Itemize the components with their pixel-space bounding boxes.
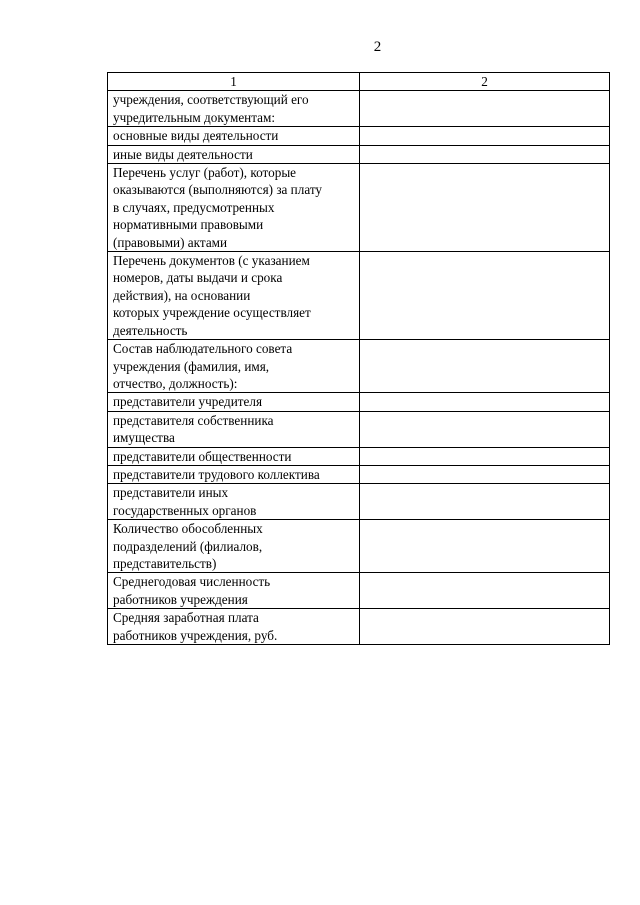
- row-label: Средняя заработная плата работников учреждения, руб.: [108, 609, 360, 645]
- row-label: представители трудового коллектива: [108, 465, 360, 483]
- table-header-row: [108, 73, 610, 91]
- page-number: 2: [373, 39, 382, 55]
- row-value: [360, 411, 610, 447]
- row-value: [360, 447, 610, 465]
- row-label: иные виды деятельности: [108, 145, 360, 163]
- row-value: [360, 145, 610, 163]
- row-value: [360, 91, 610, 127]
- row-value: [360, 127, 610, 145]
- table-row: [108, 393, 610, 411]
- row-label: Перечень документов (с указанием номеров, даты выдачи и срока действия), на основании которых учреждение осуществляет деятельность: [108, 252, 360, 340]
- row-label: представители общественности: [108, 447, 360, 465]
- column-header-2: 2: [360, 73, 610, 91]
- row-label: представители иных государственных органов: [108, 484, 360, 520]
- institution-info-table: [107, 72, 610, 645]
- row-label: Состав наблюдательного совета учреждения (фамилия, имя, отчество, должность):: [108, 340, 360, 393]
- table-row: [108, 520, 610, 573]
- row-value: [360, 609, 610, 645]
- table-row: [108, 411, 610, 447]
- row-value: [360, 393, 610, 411]
- table-row: [108, 465, 610, 483]
- row-value: [360, 252, 610, 340]
- table-row: [108, 447, 610, 465]
- row-value: [360, 465, 610, 483]
- row-label: учреждения, соответствующий его учредительным документам:: [108, 91, 360, 127]
- table-row: [108, 252, 610, 340]
- row-value: [360, 484, 610, 520]
- row-label: представителя собственника имущества: [108, 411, 360, 447]
- row-value: [360, 573, 610, 609]
- table-row: [108, 164, 610, 252]
- table-row: [108, 145, 610, 163]
- row-label: Среднегодовая численность работников учреждения: [108, 573, 360, 609]
- row-label: Перечень услуг (работ), которые оказываются (выполняются) за плату в случаях, предусмотренных нормативными правовыми (правовыми) актами: [108, 164, 360, 252]
- row-label: представители учредителя: [108, 393, 360, 411]
- table-row: [108, 484, 610, 520]
- row-value: [360, 520, 610, 573]
- table-row: [108, 91, 610, 127]
- table-row: [108, 609, 610, 645]
- table-row: [108, 127, 610, 145]
- row-label: Количество обособленных подразделений (филиалов, представительств): [108, 520, 360, 573]
- table-row: [108, 340, 610, 393]
- column-header-1: 1: [108, 73, 360, 91]
- row-value: [360, 340, 610, 393]
- table-row: [108, 573, 610, 609]
- row-value: [360, 164, 610, 252]
- row-label: основные виды деятельности: [108, 127, 360, 145]
